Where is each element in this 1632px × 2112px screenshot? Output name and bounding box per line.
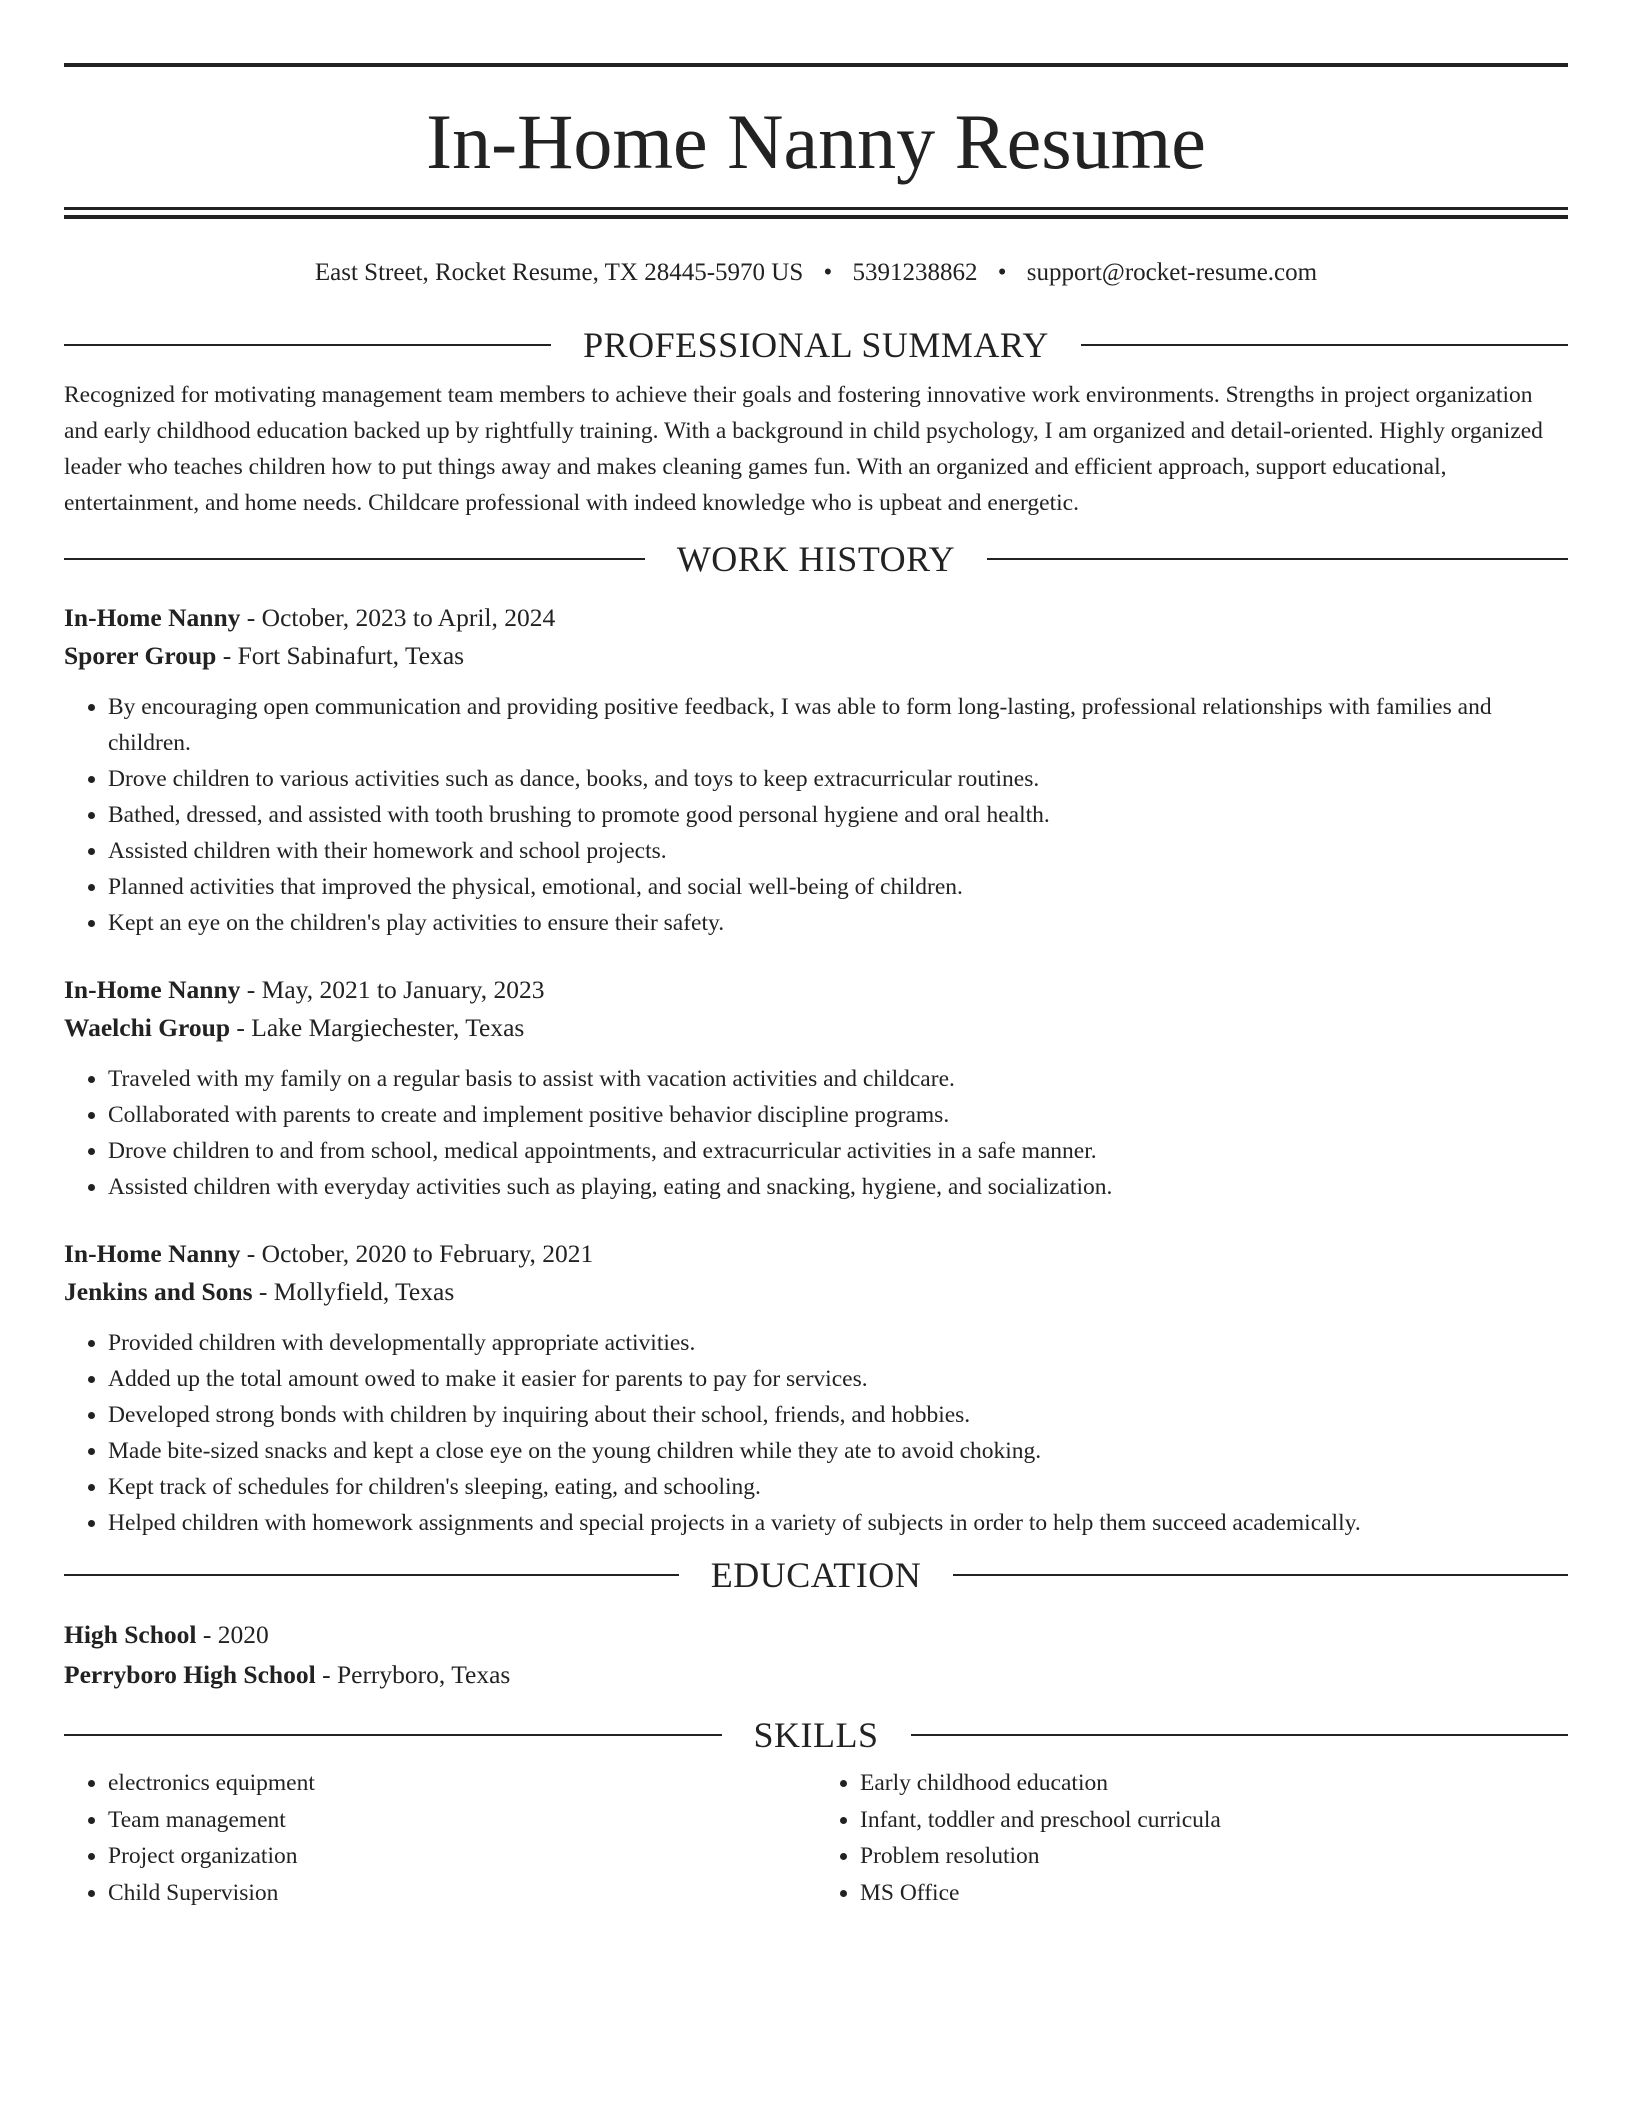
contact-phone: 5391238862 <box>852 259 978 286</box>
skills-section-header <box>64 1713 1568 1757</box>
duty-item: • Collaborated with parents to create and implement positive behavior discipline programs. <box>108 1097 1568 1133</box>
education-school: Perryboro High School <box>64 1660 316 1689</box>
education-degree: High School <box>64 1620 197 1649</box>
duty-item: • Drove children to various activities such as dance, books, and toys to keep extracurricular routines. <box>108 761 1568 797</box>
contact-line <box>64 257 1568 289</box>
contact-separator: • <box>823 259 833 286</box>
job-title: In-Home Nanny <box>64 603 241 632</box>
education-school-line <box>64 1655 1568 1695</box>
section-rule-left <box>64 1734 722 1736</box>
job-company: Sporer Group <box>64 641 217 670</box>
job-dates: - May, 2021 to January, 2023 <box>240 975 545 1004</box>
education-year: - 2020 <box>196 1620 269 1649</box>
section-rule-left <box>64 1574 679 1576</box>
job-duties-list <box>64 689 1568 941</box>
section-rule-right <box>987 558 1568 560</box>
skill-item: • Infant, toddler and preschool curricula <box>860 1802 1568 1839</box>
skills-section-title: SKILLS <box>753 1715 879 1755</box>
duty-item: • Assisted children with everyday activities such as playing, eating and snacking, hygiene, and socialization. <box>108 1169 1568 1205</box>
education-section-title: EDUCATION <box>710 1555 922 1595</box>
section-rule-left <box>64 344 551 346</box>
job-entry <box>64 971 1568 1205</box>
job-entry <box>64 599 1568 941</box>
duty-item: • Planned activities that improved the physical, emotional, and social well-being of children. <box>108 869 1568 905</box>
duty-item: • Drove children to and from school, medical appointments, and extracurricular activities in a safe manner. <box>108 1133 1568 1169</box>
duty-item: • Assisted children with their homework and school projects. <box>108 833 1568 869</box>
skill-item: • Early childhood education <box>860 1765 1568 1802</box>
education-section-header <box>64 1553 1568 1597</box>
job-title: In-Home Nanny <box>64 975 241 1004</box>
skills-list-left <box>64 1765 816 1911</box>
education-entry <box>64 1615 1568 1695</box>
job-location: - Fort Sabinafurt, Texas <box>216 641 465 670</box>
skills-columns <box>64 1765 1568 1911</box>
summary-text: Recognized for motivating management team members to achieve their goals and fostering innovative work environments. Strengths in project organization and early childhood education backed up by rightfully training. With a background in child psychology, I am organized and detail-oriented. Highly organized leader who teaches children how to put things away and makes cleaning games fun. With an organized and efficient approach, support educational, entertainment, and home needs. Childcare professional with indeed knowledge who is upbeat and energetic. <box>64 382 1543 516</box>
job-entry <box>64 1235 1568 1541</box>
job-location: - Mollyfield, Texas <box>252 1277 455 1306</box>
section-rule-right <box>911 1734 1569 1736</box>
job-dates: - October, 2020 to February, 2021 <box>240 1239 594 1268</box>
education-degree-line <box>64 1615 1568 1655</box>
duty-item: • Provided children with developmentally appropriate activities. <box>108 1325 1568 1361</box>
skill-item: • Project organization <box>108 1838 816 1875</box>
job-title-line <box>64 599 1568 637</box>
job-duties-list <box>64 1061 1568 1205</box>
duty-item: • Added up the total amount owed to make it easier for parents to pay for services. <box>108 1361 1568 1397</box>
section-rule-right <box>953 1574 1568 1576</box>
work-section-header <box>64 537 1568 581</box>
skill-item: • MS Office <box>860 1875 1568 1912</box>
skill-item: • Team management <box>108 1802 816 1839</box>
duty-item: • Bathed, dressed, and assisted with tooth brushing to promote good personal hygiene and oral health. <box>108 797 1568 833</box>
section-rule-right <box>1081 344 1568 346</box>
job-title: In-Home Nanny <box>64 1239 241 1268</box>
top-rule <box>64 63 1568 67</box>
job-company: Waelchi Group <box>64 1013 231 1042</box>
duty-item: • Kept track of schedules for children's sleeping, eating, and schooling. <box>108 1469 1568 1505</box>
summary-section-header <box>64 323 1568 367</box>
skill-item: • electronics equipment <box>108 1765 816 1802</box>
job-dates: - October, 2023 to April, 2024 <box>240 603 556 632</box>
job-company-line <box>64 637 1568 675</box>
summary-section-title: PROFESSIONAL SUMMARY <box>583 325 1049 365</box>
title-double-rule <box>64 207 1568 219</box>
job-location: - Lake Margiechester, Texas <box>230 1013 525 1042</box>
section-rule-left <box>64 558 645 560</box>
contact-address: East Street, Rocket Resume, TX 28445-5970 US <box>314 259 804 286</box>
duty-item: • Helped children with homework assignments and special projects in a variety of subjects in order to help them succeed academically. <box>108 1505 1568 1541</box>
duty-item: • Kept an eye on the children's play activities to ensure their safety. <box>108 905 1568 941</box>
job-company: Jenkins and Sons <box>64 1277 253 1306</box>
skills-list-right <box>816 1765 1568 1911</box>
job-company-line <box>64 1009 1568 1047</box>
duty-item: • Traveled with my family on a regular basis to assist with vacation activities and childcare. <box>108 1061 1568 1097</box>
resume-page <box>64 0 1568 1911</box>
contact-separator: • <box>997 259 1007 286</box>
job-title-line <box>64 1235 1568 1273</box>
education-location: - Perryboro, Texas <box>315 1660 511 1689</box>
job-title-line <box>64 971 1568 1009</box>
skill-item: • Problem resolution <box>860 1838 1568 1875</box>
resume-title: In-Home Nanny Resume <box>426 98 1206 185</box>
duty-item: • Developed strong bonds with children by inquiring about their school, friends, and hobbies. <box>108 1397 1568 1433</box>
job-duties-list <box>64 1325 1568 1541</box>
contact-email: support@rocket-resume.com <box>1026 259 1318 286</box>
job-company-line <box>64 1273 1568 1311</box>
duty-item: • Made bite-sized snacks and kept a close eye on the young children while they ate to avoid choking. <box>108 1433 1568 1469</box>
skill-item: • Child Supervision <box>108 1875 816 1912</box>
duty-item: • By encouraging open communication and providing positive feedback, I was able to form long-lasting, professional relationships with families and children. <box>108 689 1568 761</box>
work-section-title: WORK HISTORY <box>676 539 956 579</box>
